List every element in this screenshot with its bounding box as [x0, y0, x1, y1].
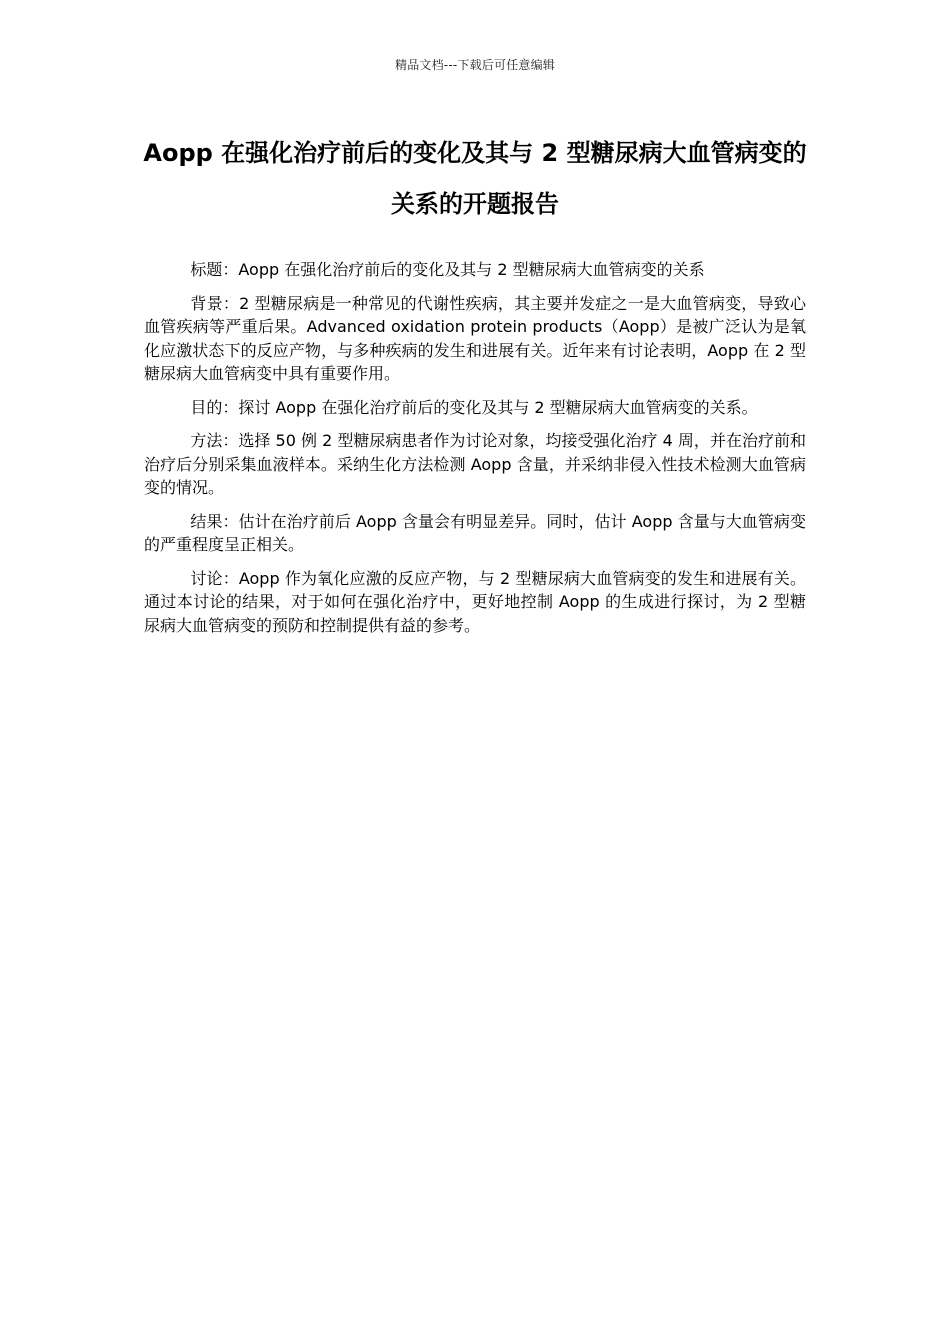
- header-note: 精品文档---下载后可任意编辑: [395, 58, 555, 72]
- document-body: [144, 258, 806, 647]
- paragraph-discussion: 讨论：Aopp 作为氧化应激的反应产物，与 2 型糖尿病大血管病变的发生和进展有关。通过本讨论的结果，对于如何在强化治疗中，更好地控制 Aopp 的生成进行探讨，为 2 型糖尿病大血管病变的预防和控制提供有益的参考。: [144, 568, 806, 635]
- paragraph-objective: 目的：探讨 Aopp 在强化治疗前后的变化及其与 2 型糖尿病大血管病变的关系。: [190, 397, 758, 417]
- paragraph-background: 背景：2 型糖尿病是一种常见的代谢性疾病，其主要并发症之一是大血管病变，导致心血管疾病等严重后果。Advanced oxidation protein products（Aopp）是被广泛认为是氧化应激状态下的反应产物，与多种疾病的发生和进展有关。近年来有讨论表明，Aopp 在 2 型糖尿病大血管病变中具有重要作用。: [144, 293, 806, 383]
- paragraph-methods: 方法：选择 50 例 2 型糖尿病患者作为讨论对象，均接受强化治疗 4 周，并在治疗前和治疗后分别采集血液样本。采纳生化方法检测 Aopp 含量，并采纳非侵入性技术检测大血管病变的情况。: [144, 431, 806, 497]
- paragraph-title: 标题：Aopp 在强化治疗前后的变化及其与 2 型糖尿病大血管病变的关系: [190, 260, 705, 279]
- paragraph-results: 结果：估计在治疗前后 Aopp 含量会有明显差异。同时，估计 Aopp 含量与大血管病变的严重程度呈正相关。: [144, 511, 806, 554]
- document-title: Aopp 在强化治疗前后的变化及其与 2 型糖尿病大血管病变的关系的开题报告: [143, 139, 807, 218]
